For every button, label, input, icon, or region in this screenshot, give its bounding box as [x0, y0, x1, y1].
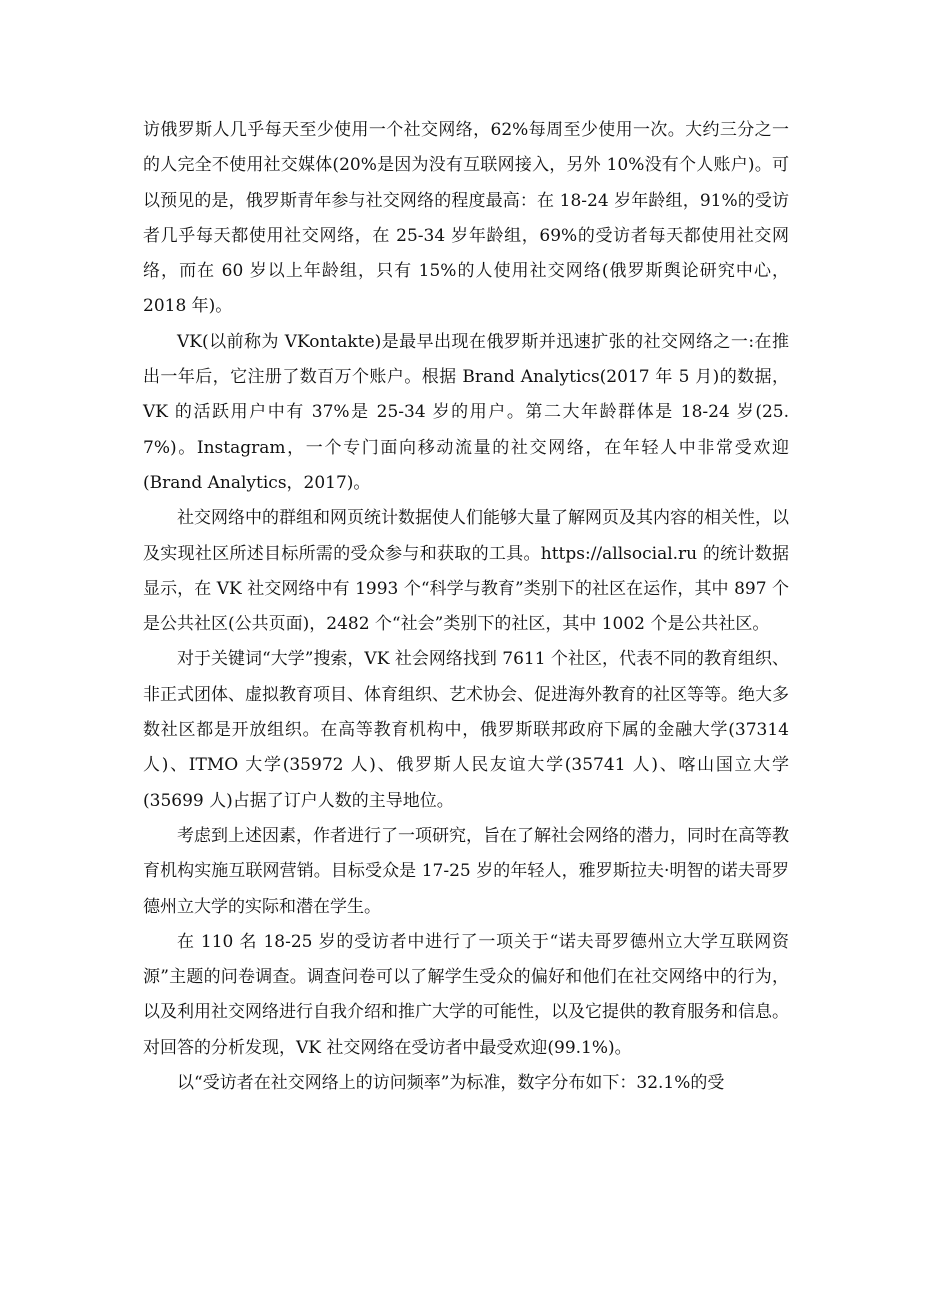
- paragraph-1: 访俄罗斯人几乎每天至少使用一个社交网络，62%每周至少使用一次。大约三分之一的人完全不使用社交媒体(20%是因为没有互联网接入，另外 10%没有个人账户)。可以预见的是，俄罗斯青年参与社交网络的程度最高：在 18-24 岁年龄组，91%的受访者几乎每天都使用社交网络，在 25-34 岁年龄组，69%的受访者每天都使用社交网络，而在 60 岁以上年龄组，只有 15%的人使用社交网络(俄罗斯舆论研究中心，2018 年)。: [143, 120, 789, 317]
- paragraph-7: 以“受访者在社交网络上的访问频率”为标准，数字分布如下：32.1%的受: [177, 1073, 725, 1094]
- paragraph-2: VK(以前称为 VKontakte)是最早出现在俄罗斯并迅速扩张的社交网络之一:在推出一年后，它注册了数百万个账户。根据 Brand Analytics(2017 年 5 月)的数据，VK 的活跃用户中有 37%是 25-34 岁的用户。第二大年龄群体是 18-24 岁(25. 7%)。Instagram，一个专门面向移动流量的社交网络，在年轻人中非常受欢迎(Brand Analytics，2017)。: [143, 331, 789, 493]
- paragraph-5: 考虑到上述因素，作者进行了一项研究，旨在了解社会网络的潜力，同时在高等教育机构实施互联网营销。目标受众是 17-25 岁的年轻人，雅罗斯拉夫·明智的诺夫哥罗德州立大学的实际和潜在学生。: [143, 825, 789, 917]
- paragraph-6: 在 110 名 18-25 岁的受访者中进行了一项关于“诺夫哥罗德州立大学互联网资源”主题的问卷调查。调查问卷可以了解学生受众的偏好和他们在社交网络中的行为，以及利用社交网络进行自我介绍和推广大学的可能性，以及它提供的教育服务和信息。对回答的分析发现，VK 社交网络在受访者中最受欢迎(99.1%)。: [143, 931, 789, 1058]
- paragraph-4: 对于关键词“大学”搜索，VK 社会网络找到 7611 个社区，代表不同的教育组织、非正式团体、虚拟教育项目、体育组织、艺术协会、促进海外教育的社区等等。绝大多数社区都是开放组织。在高等教育机构中，俄罗斯联邦政府下属的金融大学(37314 人)、ITMO 大学(35972 人)、俄罗斯人民友谊大学(35741 人)、喀山国立大学(35699 人)占据了订户人数的主导地位。: [143, 649, 789, 811]
- paragraph-3: 社交网络中的群组和网页统计数据使人们能够大量了解网页及其内容的相关性，以及实现社区所述目标所需的受众参与和获取的工具。https://allsocial.ru 的统计数据显示，在 VK 社交网络中有 1993 个“科学与教育”类别下的社区在运作，其中 897 个是公共社区(公共页面)，2482 个“社会”类别下的社区，其中 1002 个是公共社区。: [143, 508, 789, 635]
- document-page: [143, 113, 789, 1101]
